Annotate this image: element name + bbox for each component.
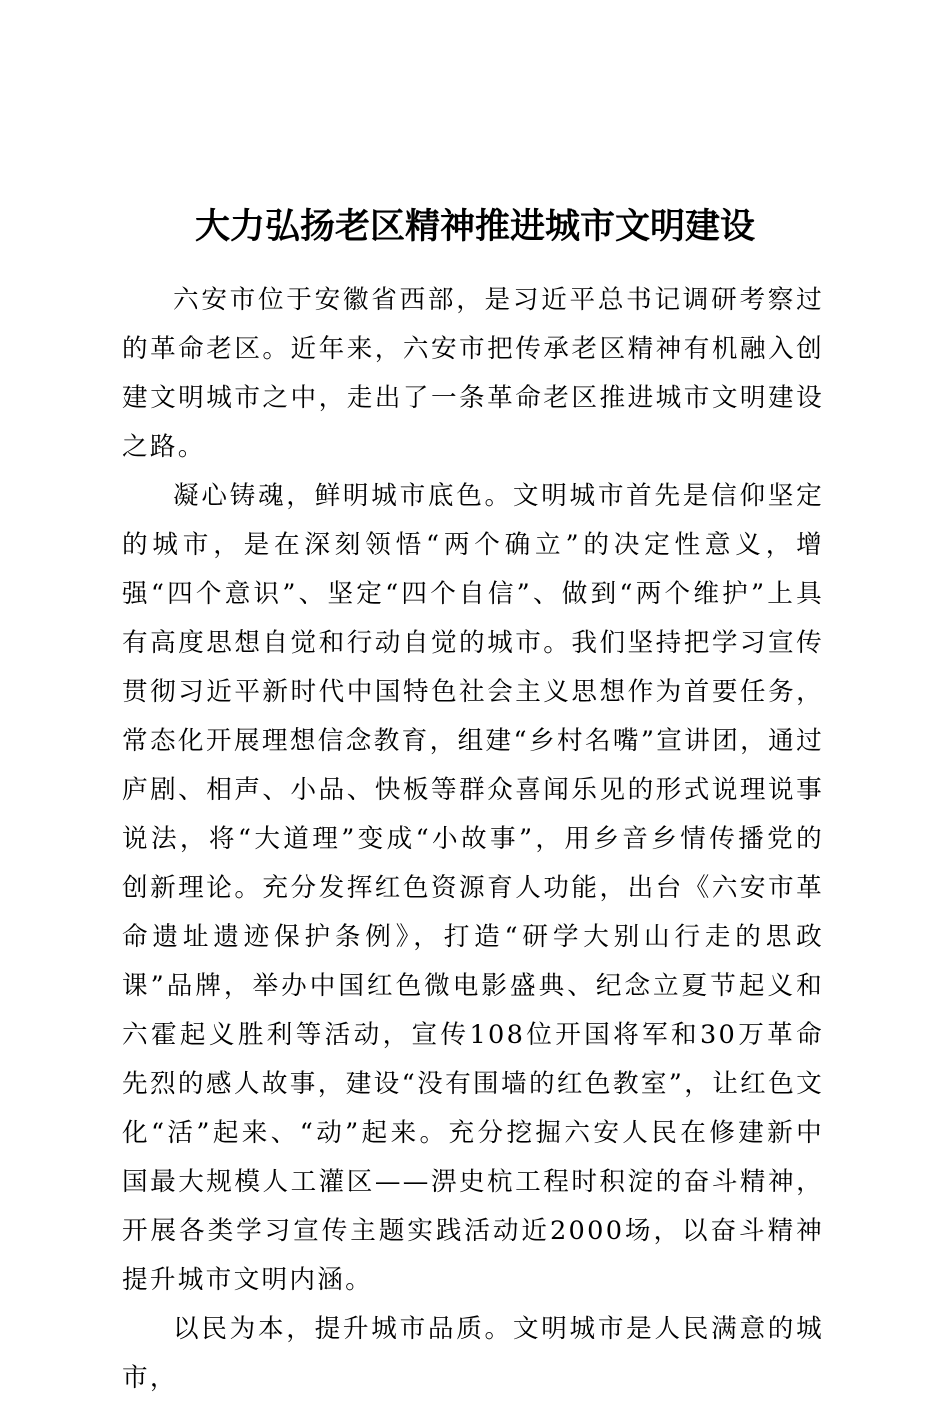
- document-title: 大力弘扬老区精神推进城市文明建设: [194, 206, 755, 248]
- document-body: [122, 276, 824, 1403]
- paragraph-intro: 六安市位于安徽省西部，是习近平总书记调研考察过的革命老区。近年来，六安市把传承老区精神有机融入创建文明城市之中，走出了一条革命老区推进城市文明建设之路。: [122, 285, 824, 462]
- paragraph-people: 以民为本，提升城市品质。文明城市是人民满意的城市，: [122, 1314, 824, 1393]
- paragraph-soul: 凝心铸魂，鲜明城市底色。文明城市首先是信仰坚定的城市，是在深刻领悟“两个确立”的决定性意义，增强“四个意识”、坚定“四个自信”、做到“两个维护”上具有高度思想自觉和行动自觉的城市。我们坚持把学习宣传贯彻习近平新时代中国特色社会主义思想作为首要任务，常态化开展理想信念教育，组建“乡村名嘴”宣讲团，通过庐剧、相声、小品、快板等群众喜闻乐见的形式说理说事说法，将“大道理”变成“小故事”，用乡音乡情传播党的创新理论。充分发挥红色资源育人功能，出台《六安市革命遗址遗迹保护条例》，打造“研学大别山行走的思政课”品牌，举办中国红色微电影盛典、纪念立夏节起义和六霍起义胜利等活动，宣传108位开国将军和30万革命先烈的感人故事，建设“没有围墙的红色教室”，让红色文化“活”起来、“动”起来。充分挖掘六安人民在修建新中国最大规模人工灌区——淠史杭工程时积淀的奋斗精神，开展各类学习宣传主题实践活动近2000场，以奋斗精神提升城市文明内涵。: [122, 481, 825, 1295]
